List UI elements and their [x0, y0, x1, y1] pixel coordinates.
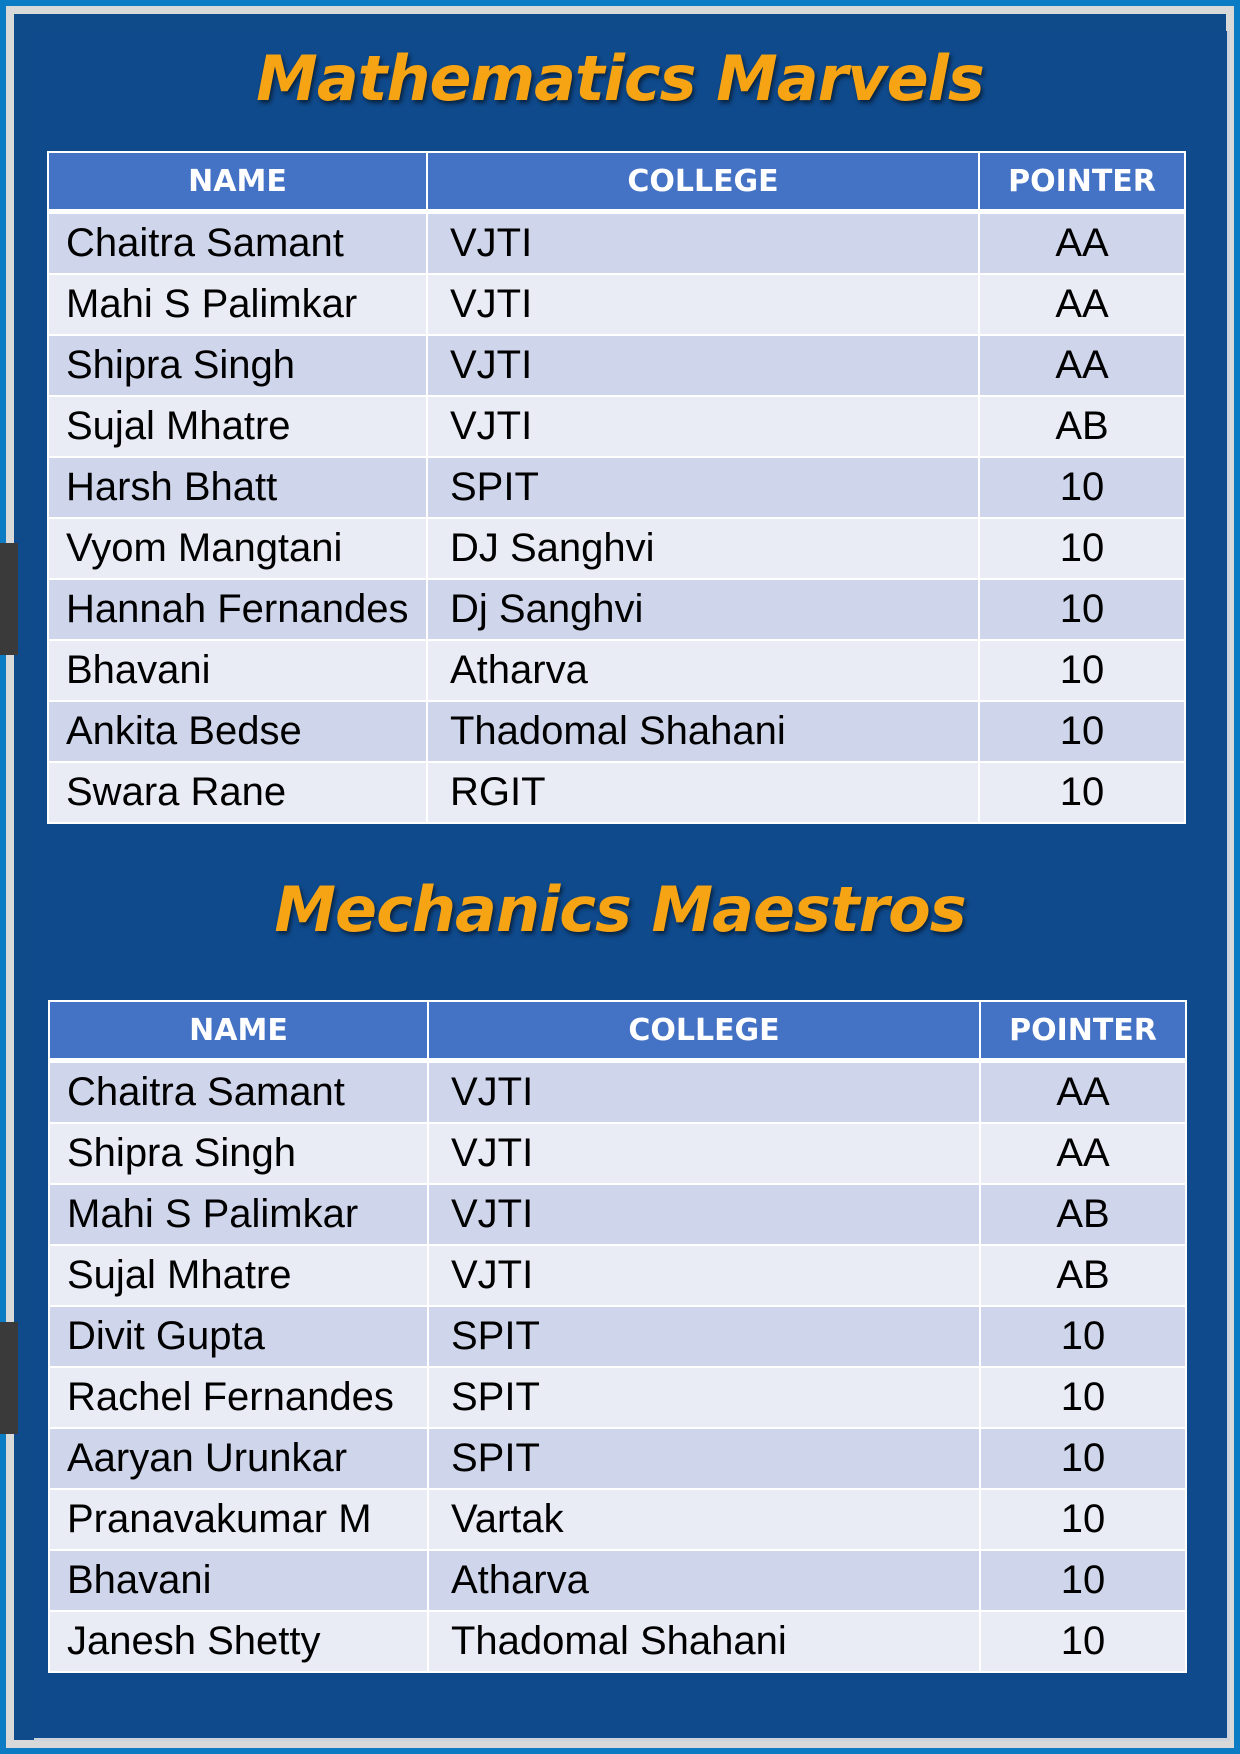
cell-pointer: 10 [980, 1306, 1186, 1367]
cell-college: VJTI [427, 396, 979, 457]
cell-pointer: AA [979, 274, 1185, 335]
cell-name: Sujal Mhatre [48, 396, 427, 457]
cell-pointer: AB [980, 1184, 1186, 1245]
section-title-mathematics: Mathematics Marvels [256, 42, 984, 115]
cell-college: Atharva [427, 640, 979, 701]
table-row [48, 762, 1185, 823]
cell-college: DJ Sanghvi [427, 518, 979, 579]
table-row [48, 212, 1185, 275]
cell-college: VJTI [428, 1061, 980, 1124]
column-header-name: NAME [48, 152, 427, 212]
left-edge-marker [0, 1322, 18, 1434]
cell-name: Bhavani [49, 1550, 428, 1611]
table-row [48, 457, 1185, 518]
cell-college: VJTI [427, 274, 979, 335]
cell-pointer: 10 [980, 1489, 1186, 1550]
cell-name: Divit Gupta [49, 1306, 428, 1367]
table-row [49, 1306, 1186, 1367]
mechanics-maestros-table [48, 1000, 1187, 1673]
cell-college: VJTI [428, 1184, 980, 1245]
cell-college: VJTI [427, 212, 979, 275]
table-header-row [49, 1001, 1186, 1061]
left-edge-marker [0, 543, 18, 655]
table-row [48, 579, 1185, 640]
mathematics-table-body [48, 212, 1185, 824]
cell-name: Chaitra Samant [49, 1061, 428, 1124]
cell-pointer: 10 [979, 457, 1185, 518]
cell-pointer: AB [979, 396, 1185, 457]
cell-pointer: 10 [980, 1611, 1186, 1672]
cell-name: Vyom Mangtani [48, 518, 427, 579]
table-row [48, 274, 1185, 335]
cell-college: VJTI [428, 1245, 980, 1306]
cell-pointer: 10 [979, 640, 1185, 701]
section-title-mechanics: Mechanics Maestros [274, 873, 966, 946]
table-row [49, 1611, 1186, 1672]
column-header-college: COLLEGE [427, 152, 979, 212]
table-row [49, 1367, 1186, 1428]
cell-college: SPIT [428, 1428, 980, 1489]
cell-name: Bhavani [48, 640, 427, 701]
cell-pointer: 10 [979, 762, 1185, 823]
cell-pointer: 10 [980, 1428, 1186, 1489]
cell-college: VJTI [427, 335, 979, 396]
cell-pointer: 10 [979, 518, 1185, 579]
cell-name: Shipra Singh [49, 1123, 428, 1184]
cell-pointer: 10 [979, 701, 1185, 762]
table-row [48, 335, 1185, 396]
cell-name: Ankita Bedse [48, 701, 427, 762]
cell-name: Sujal Mhatre [49, 1245, 428, 1306]
cell-pointer: AA [979, 335, 1185, 396]
cell-college: Thadomal Shahani [427, 701, 979, 762]
cell-college: RGIT [427, 762, 979, 823]
cell-name: Mahi S Palimkar [48, 274, 427, 335]
table-row [48, 396, 1185, 457]
cell-name: Rachel Fernandes [49, 1367, 428, 1428]
cell-college: Thadomal Shahani [428, 1611, 980, 1672]
table-row [48, 701, 1185, 762]
column-header-name: NAME [49, 1001, 428, 1061]
cell-pointer: AA [979, 212, 1185, 275]
cell-college: VJTI [428, 1123, 980, 1184]
cell-pointer: AB [980, 1245, 1186, 1306]
column-header-pointer: POINTER [980, 1001, 1186, 1061]
cell-pointer: 10 [979, 579, 1185, 640]
cell-name: Swara Rane [48, 762, 427, 823]
cell-name: Aaryan Urunkar [49, 1428, 428, 1489]
cell-pointer: 10 [980, 1550, 1186, 1611]
cell-name: Pranavakumar M [49, 1489, 428, 1550]
cell-name: Mahi S Palimkar [49, 1184, 428, 1245]
cell-name: Chaitra Samant [48, 212, 427, 275]
table-row [49, 1489, 1186, 1550]
table-header-row [48, 152, 1185, 212]
table-row [48, 518, 1185, 579]
table-row [48, 640, 1185, 701]
table-row [49, 1061, 1186, 1124]
cell-college: Atharva [428, 1550, 980, 1611]
cell-college: Dj Sanghvi [427, 579, 979, 640]
cell-pointer: AA [980, 1061, 1186, 1124]
mechanics-table-body [49, 1061, 1186, 1673]
table-row [49, 1184, 1186, 1245]
cell-pointer: AA [980, 1123, 1186, 1184]
table-row [49, 1123, 1186, 1184]
cell-college: SPIT [428, 1306, 980, 1367]
cell-college: SPIT [427, 457, 979, 518]
cell-name: Harsh Bhatt [48, 457, 427, 518]
cell-college: Vartak [428, 1489, 980, 1550]
cell-pointer: 10 [980, 1367, 1186, 1428]
mathematics-marvels-table [47, 151, 1186, 824]
column-header-pointer: POINTER [979, 152, 1185, 212]
cell-name: Janesh Shetty [49, 1611, 428, 1672]
table-row [49, 1428, 1186, 1489]
table-row [49, 1550, 1186, 1611]
cell-college: SPIT [428, 1367, 980, 1428]
column-header-college: COLLEGE [428, 1001, 980, 1061]
cell-name: Hannah Fernandes [48, 579, 427, 640]
cell-name: Shipra Singh [48, 335, 427, 396]
table-row [49, 1245, 1186, 1306]
